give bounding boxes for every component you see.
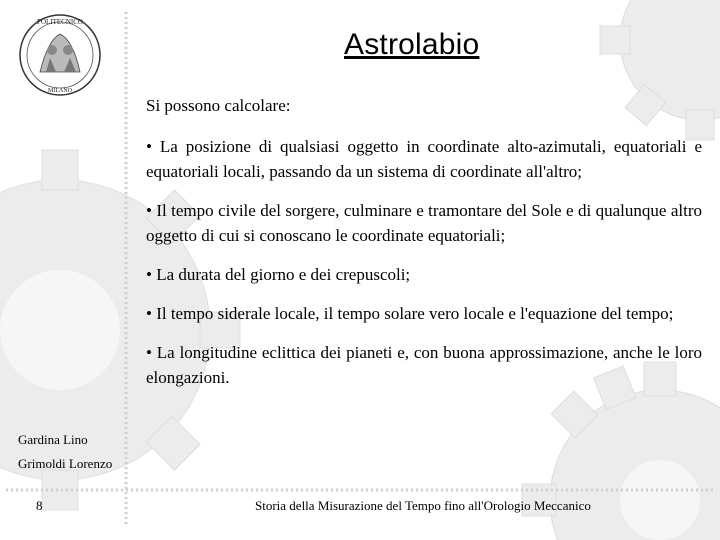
bullet-list — [146, 134, 702, 404]
bullet-item: • La longitudine eclittica dei pianeti e, con buona approssimazione, anche le loro elongazioni. — [146, 343, 702, 387]
footer-text: Storia della Misurazione del Tempo fino all'Orologio Meccanico — [255, 498, 591, 513]
bullet-item: • Il tempo siderale locale, il tempo solare vero locale e l'equazione del tempo; — [146, 304, 674, 323]
page-number: 8 — [36, 498, 43, 513]
slide-title: Astrolabio — [344, 28, 480, 61]
bullet-item: • La durata del giorno e dei crepuscoli; — [146, 265, 411, 284]
politecnico-seal-logo — [18, 10, 102, 100]
author-name: Gardina Lino — [18, 432, 88, 447]
authors — [18, 428, 112, 476]
svg-text:MILANO: MILANO — [48, 88, 72, 94]
bullet-item: • Il tempo civile del sorgere, culminare e tramontare del Sole e di qualunque altro oggetto di cui si conoscano le coordinate equatoriali; — [146, 201, 702, 245]
author-name: Grimoldi Lorenzo — [18, 456, 113, 471]
svg-text:POLITECNICO: POLITECNICO — [37, 18, 83, 26]
intro-text: Si possono calcolare: — [146, 96, 291, 115]
bullet-item: • La posizione di qualsiasi oggetto in coordinate alto-azimutali, equatoriali e equatoriali locali, passando da un sistema di coordinate all'altro; — [146, 137, 702, 181]
